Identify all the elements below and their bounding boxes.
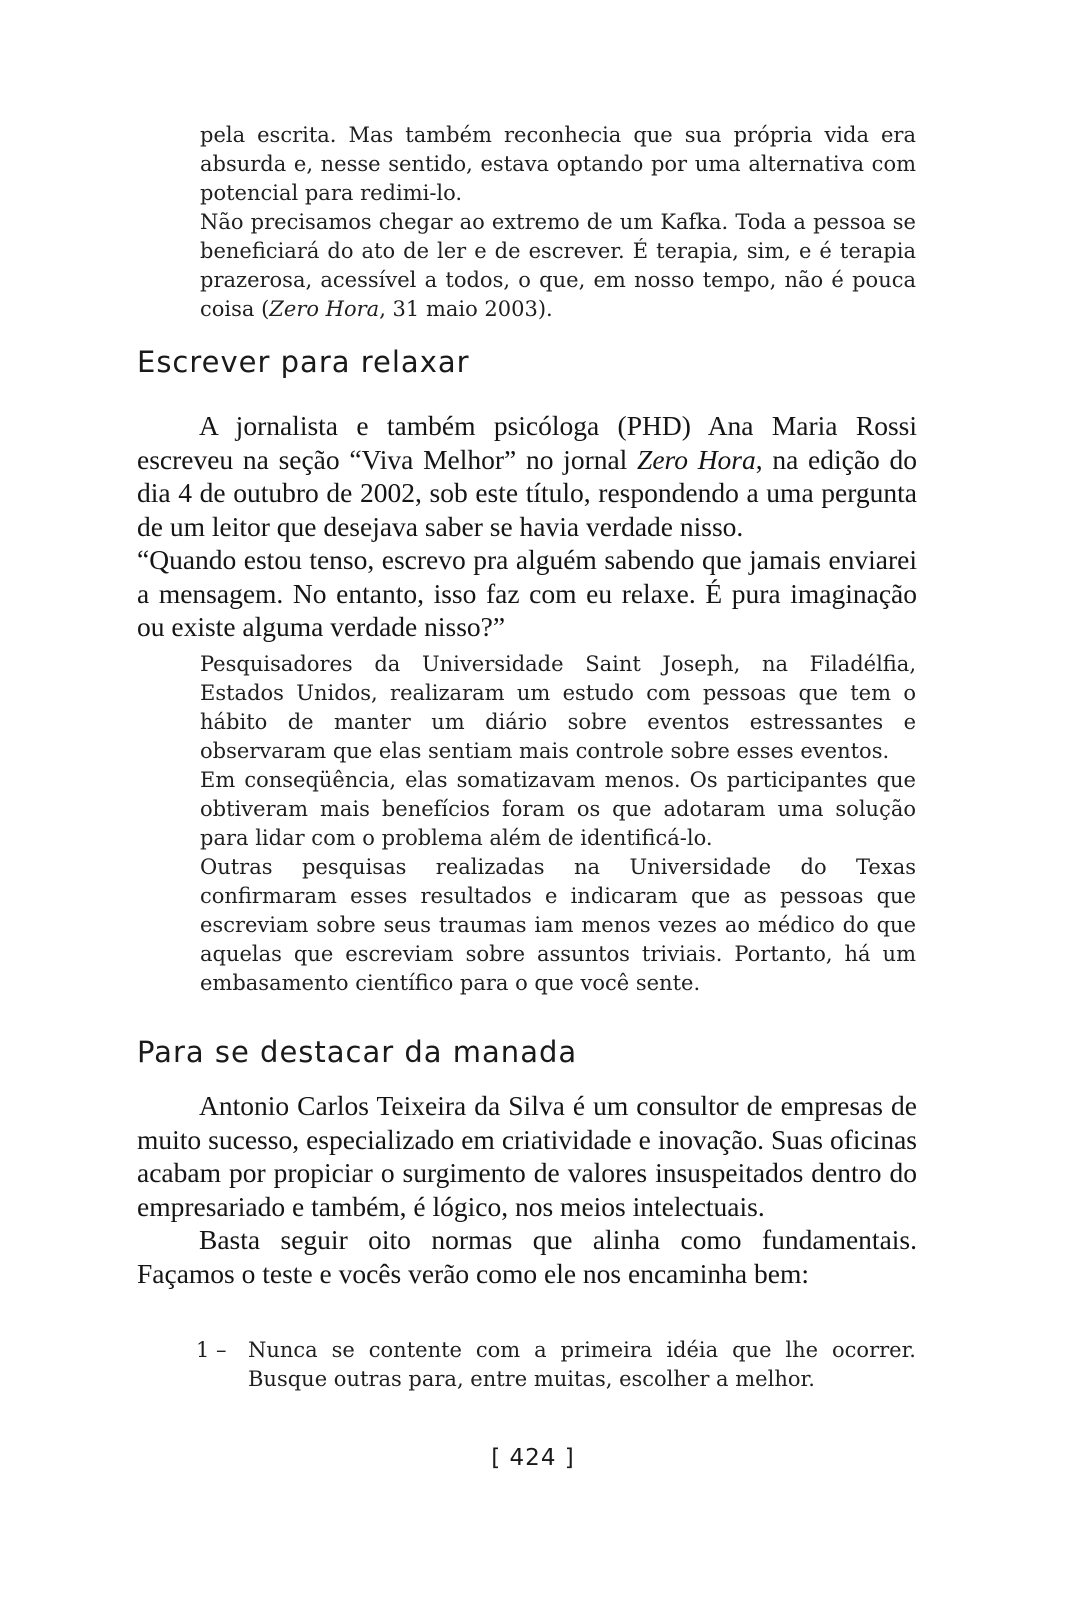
quote-paragraph: Outras pesquisas realizadas na Universidade do Texas confirmaram esses resultados e indicaram que as pessoas que escreviam sobre seus traumas iam menos vezes ao médico do que aquelas que escreviam sobre assuntos triviais. Portanto, há um embasamento científico para o que você sente. [200,855,916,995]
reader-question: “Quando estou tenso, escrevo pra alguém sabendo que jamais enviarei a mensagem. No entanto, isso faz com eu relaxe. É pura imaginação ou existe alguma verdade nisso?” [137,544,917,642]
list-text: Nunca se contente com a primeira idéia que lhe ocorrer. Busque outras para, entre muitas, escolher a melhor. [248,1338,916,1391]
body-paragraph [137,409,917,543]
quote-text: Não precisamos chegar ao extremo de um Kafka. Toda a pessoa se beneficiará do ato de ler e de escrever. É terapia, sim, e é terapia prazerosa, acessível a todos, o que, em nosso tempo, não é pouca coisa ( [200,210,916,321]
list-item [196,1336,916,1394]
section-heading: Escrever para relaxar [137,345,470,379]
quote-paragraph: Em conseqüência, elas somatizavam menos. Os participantes que obtiveram mais benefícios foram os que adotaram uma solução para lidar com o problema além de identificá-lo. [200,768,916,850]
body-paragraph: Antonio Carlos Teixeira da Silva é um consultor de empresas de muito sucesso, especializado em criatividade e inovação. Suas oficinas acabam por propiciar o surgimento de valores insuspeitados dentro do empresariado e também, é lógico, nos meios intelectuais. [137,1090,917,1222]
quote-paragraph: Pesquisadores da Universidade Saint Joseph, na Filadélfia, Estados Unidos, realizaram um estudo com pessoas que tem o hábito de manter um diário sobre eventos estressantes e observaram que elas sentiam mais controle sobre esses eventos. [200,652,916,763]
citation-title: Zero Hora [269,297,380,321]
newspaper-title: Zero Hora [637,443,756,475]
quote-block-middle [200,650,916,998]
section-heading: Para se destacar da manada [137,1035,578,1069]
list-number: 1 – [196,1338,227,1362]
body-text: A jornalista e também psicóloga (PHD) Ana Maria Rossi escreveu na seção “Viva Melhor” no jornal [137,410,917,475]
quote-paragraph: pela escrita. Mas também reconhecia que sua própria vida era absurda e, nesse sentido, estava optando por uma alternativa com potencial para redimi-lo. [200,123,916,205]
body-text: , na edição do dia 4 de outubro de 2002, sob este título, respondendo a uma pergunta de um leitor que desejava saber se havia verdade nisso. [137,443,918,542]
quote-paragraph [200,208,916,324]
citation-detail: , 31 maio 2003). [379,297,553,321]
section-body [137,1089,917,1290]
body-paragraph: Basta seguir oito normas que alinha como fundamentais. Façamos o teste e vocês verão como ele nos encaminha bem: [137,1224,917,1289]
quote-block-top [200,121,916,324]
section-body [137,409,917,644]
page-number: [ 424 ] [491,1445,575,1471]
